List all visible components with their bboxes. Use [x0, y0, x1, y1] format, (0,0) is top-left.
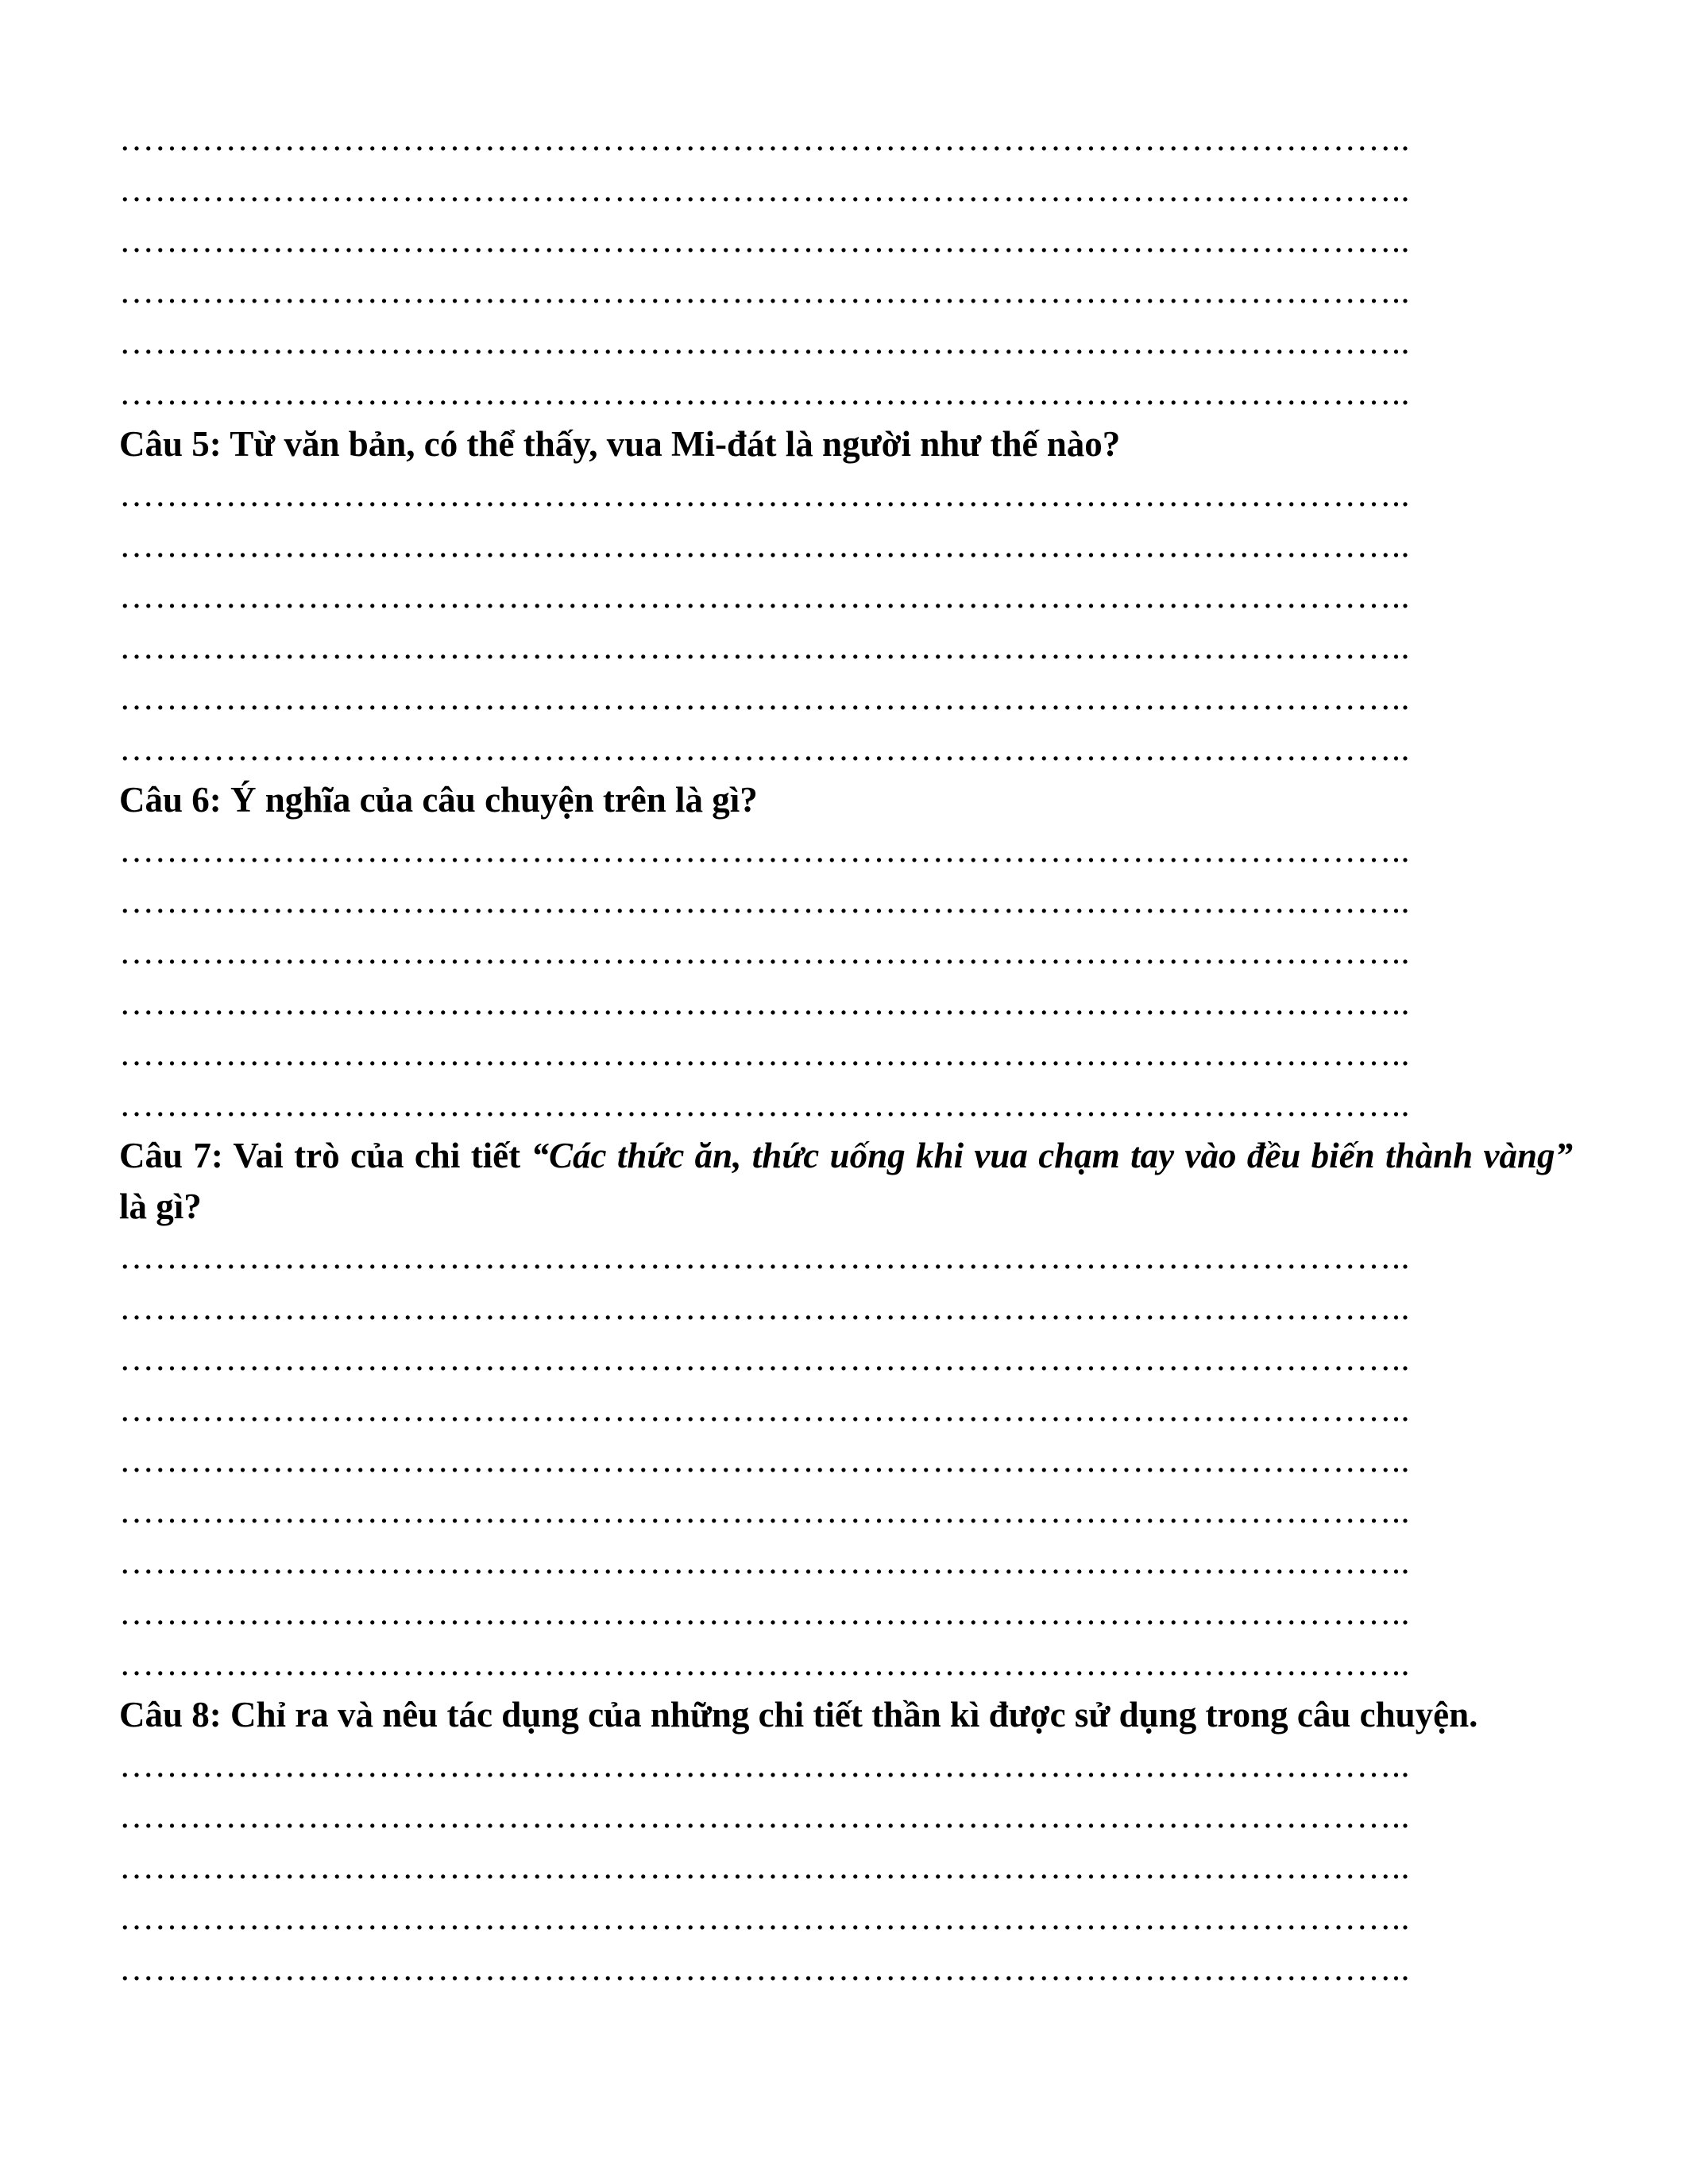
answer-dotted-line[interactable]: ……………………………………………………………………………………………….. — [119, 932, 1410, 971]
quoted-detail: “Các thức ăn, thức uống khi vua chạm tay vào đều biến thành vàng” — [531, 1136, 1573, 1175]
answer-dotted-line[interactable]: ……………………………………………………………………………………………….. — [119, 1288, 1410, 1327]
answer-dotted-line[interactable]: ……………………………………………………………………………………………….. — [119, 882, 1410, 920]
answer-dotted-line[interactable]: ……………………………………………………………………………………………….. — [119, 1644, 1410, 1683]
answer-dotted-line[interactable]: ……………………………………………………………………………………………….. — [119, 577, 1410, 615]
answer-dotted-line[interactable]: ……………………………………………………………………………………………….. — [119, 1949, 1410, 1988]
question-heading — [119, 1130, 1573, 1232]
question-text: Câu 6: Ý nghĩa của câu chuyện trên là gì? — [119, 780, 758, 820]
answer-dotted-line[interactable]: ……………………………………………………………………………………………….. — [119, 831, 1410, 870]
question-block — [119, 774, 1573, 1130]
answer-dotted-line[interactable]: ……………………………………………………………………………………………….. — [119, 1491, 1410, 1530]
answer-dotted-line[interactable]: ……………………………………………………………………………………………….. — [119, 729, 1410, 768]
question-heading — [119, 419, 1573, 469]
answer-dotted-line[interactable]: ……………………………………………………………………………………………….. — [119, 526, 1410, 565]
answer-dotted-line[interactable]: ……………………………………………………………………………………………….. — [119, 1390, 1410, 1429]
answer-dotted-line[interactable]: ……………………………………………………………………………………………….. — [119, 272, 1410, 311]
answer-dotted-line[interactable]: ……………………………………………………………………………………………….. — [119, 1593, 1410, 1632]
question-block — [119, 1689, 1573, 1994]
answer-dotted-line[interactable]: ……………………………………………………………………………………………….. — [119, 373, 1410, 412]
answer-dotted-line[interactable]: ……………………………………………………………………………………………….. — [119, 1441, 1410, 1480]
answer-dotted-line[interactable]: ……………………………………………………………………………………………….. — [119, 1746, 1410, 1785]
answer-dotted-line[interactable]: ……………………………………………………………………………………………….. — [119, 221, 1410, 260]
answer-dotted-line[interactable]: ……………………………………………………………………………………………….. — [119, 1898, 1410, 1937]
answer-dotted-line[interactable]: ……………………………………………………………………………………………….. — [119, 119, 1410, 158]
question-text: Câu 7: Vai trò của chi tiết — [119, 1136, 531, 1175]
question-text: Câu 8: Chỉ ra và nêu tác dụng của những chi tiết thần kì được sử dụng trong câu chuyện. — [119, 1695, 1478, 1734]
question-text: Câu 5: Từ văn bản, có thể thấy, vua Mi-đát là người như thế nào? — [119, 424, 1121, 464]
answer-dotted-line[interactable]: ……………………………………………………………………………………………….. — [119, 983, 1410, 1022]
answer-dotted-line[interactable]: ……………………………………………………………………………………………….. — [119, 1237, 1410, 1276]
answer-dotted-line[interactable]: ……………………………………………………………………………………………….. — [119, 1339, 1410, 1378]
question-heading — [119, 1689, 1573, 1740]
answer-dotted-line[interactable]: ……………………………………………………………………………………………….. — [119, 475, 1410, 514]
answer-dotted-line[interactable]: ……………………………………………………………………………………………….. — [119, 170, 1410, 209]
question-block — [119, 419, 1573, 774]
answer-dotted-line[interactable]: ……………………………………………………………………………………………….. — [119, 1847, 1410, 1886]
answer-dotted-line[interactable]: ……………………………………………………………………………………………….. — [119, 1085, 1410, 1124]
answer-dotted-line[interactable]: ……………………………………………………………………………………………….. — [119, 322, 1410, 361]
question-text: là gì? — [119, 1187, 202, 1226]
question-block — [119, 114, 1573, 419]
answer-dotted-line[interactable]: ……………………………………………………………………………………………….. — [119, 678, 1410, 717]
answer-dotted-line[interactable]: ……………………………………………………………………………………………….. — [119, 1034, 1410, 1073]
worksheet-page — [119, 114, 1573, 1994]
answer-dotted-line[interactable]: ……………………………………………………………………………………………….. — [119, 1796, 1410, 1835]
answer-dotted-line[interactable]: ……………………………………………………………………………………………….. — [119, 627, 1410, 666]
answer-dotted-line[interactable]: ……………………………………………………………………………………………….. — [119, 1542, 1410, 1581]
question-block — [119, 1130, 1573, 1689]
question-heading — [119, 774, 1573, 825]
